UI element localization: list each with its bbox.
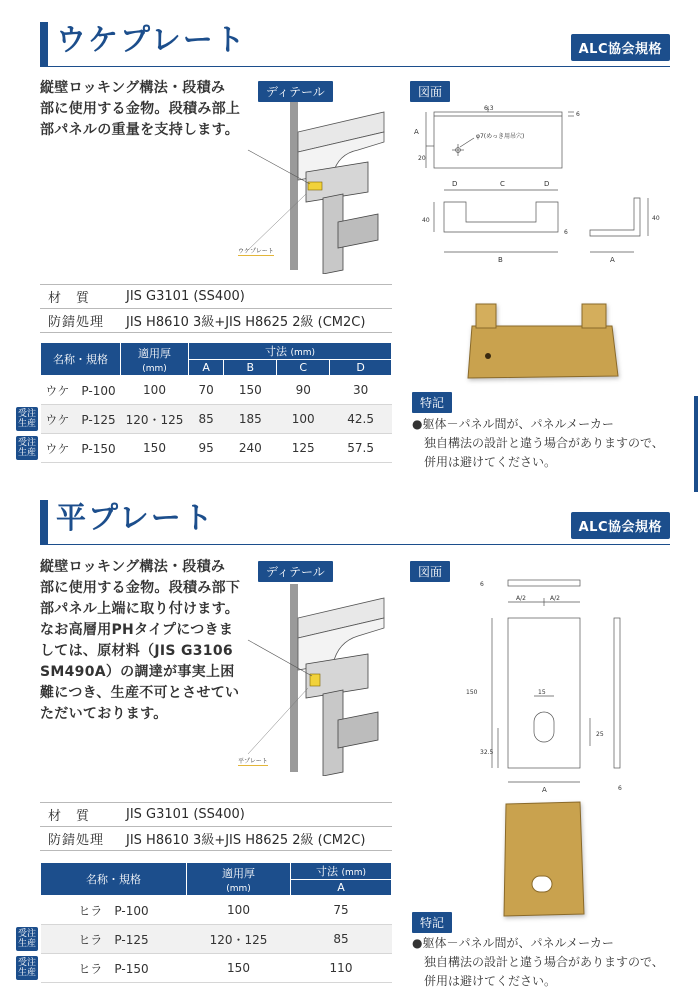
drawing-label: 図面 bbox=[410, 561, 450, 582]
spec-value: JIS G3101 (SS400) bbox=[126, 807, 245, 822]
dim-label: A/2 bbox=[516, 595, 526, 602]
made-to-order-badge: 受注生産 bbox=[17, 438, 36, 458]
spec-row bbox=[40, 285, 392, 309]
product-photo bbox=[462, 298, 622, 388]
th-dims bbox=[189, 343, 392, 360]
th-dim-col: B bbox=[224, 360, 277, 376]
cell-name: ヒラ P-100 bbox=[41, 896, 187, 925]
th-dims-label: 寸法 bbox=[315, 865, 338, 878]
spec-row bbox=[40, 803, 392, 827]
description-line: 部に使用する金物。段積み部上 bbox=[40, 101, 241, 117]
dim-label: 20 bbox=[418, 155, 426, 162]
th-dim-col: D bbox=[330, 360, 392, 376]
technical-drawing bbox=[408, 102, 670, 266]
feature-line: ●躯体－パネル間が、パネルメーカー bbox=[412, 417, 614, 431]
feature-label: 特記 bbox=[412, 392, 452, 413]
spec-value: JIS G3101 (SS400) bbox=[126, 289, 245, 304]
th-dims bbox=[291, 863, 392, 880]
th-dims-label: 寸法 bbox=[264, 345, 287, 358]
cell-thickness: 100 bbox=[121, 376, 189, 405]
detail-label: ディテール bbox=[258, 561, 333, 582]
th-thickness bbox=[187, 863, 291, 896]
dim-label: 6 bbox=[576, 111, 580, 118]
th-thickness-label: 適用厚 bbox=[222, 866, 255, 880]
spec-value: JIS H8610 3級+JIS H8625 2級 (CM2C) bbox=[126, 833, 366, 848]
detail-illustration bbox=[238, 584, 388, 776]
dim-label: 6 bbox=[480, 581, 484, 588]
cell-dim: 90 bbox=[277, 376, 330, 405]
th-name: 名称・規格 bbox=[41, 343, 121, 376]
dim-label: D bbox=[544, 180, 550, 188]
cell-dim: 75 bbox=[291, 896, 392, 925]
dim-label: 15 bbox=[538, 689, 546, 696]
detail-callout: ウケプレート bbox=[238, 248, 274, 255]
th-dims-unit: (mm) bbox=[290, 348, 316, 358]
dim-label: B bbox=[498, 256, 503, 264]
cell-dim: 57.5 bbox=[330, 434, 392, 463]
standard-badge: ALC協会規格 bbox=[571, 34, 670, 61]
th-thickness-unit: (mm) bbox=[226, 883, 251, 894]
cell-name: ヒラ P-125 bbox=[41, 925, 187, 954]
drawing-label: 図面 bbox=[410, 81, 450, 102]
th-dims-unit: (mm) bbox=[341, 868, 367, 878]
cell-name: ウケ P-100 bbox=[41, 376, 121, 405]
feature-line: 独自構法の設計と違う場合がありますので、 bbox=[424, 955, 664, 969]
detail-callout: 平プレート bbox=[238, 758, 268, 765]
feature-text bbox=[412, 934, 688, 991]
feature-line: 独自構法の設計と違う場合がありますので、 bbox=[424, 436, 664, 450]
dim-label: A bbox=[610, 256, 615, 264]
spec-list bbox=[40, 284, 392, 333]
spec-value: JIS H8610 3級+JIS H8625 2級 (CM2C) bbox=[126, 315, 366, 330]
dim-label: C bbox=[500, 180, 505, 188]
cell-name: ウケ P-125 bbox=[41, 405, 121, 434]
description-line: 難につき、生産不可とさせてい bbox=[40, 685, 240, 701]
made-to-order-badge: 受注生産 bbox=[17, 958, 36, 978]
cell-dim: 240 bbox=[224, 434, 277, 463]
section-title-bar bbox=[40, 22, 48, 66]
feature-label: 特記 bbox=[412, 912, 452, 933]
made-to-order-badge: 受注生産 bbox=[17, 929, 36, 949]
cell-thickness: 150 bbox=[121, 434, 189, 463]
dim-label: 150 bbox=[466, 689, 478, 696]
dim-label: φ7(めっき用吊穴) bbox=[476, 133, 525, 140]
description-line: しては、原材料（JIS G3106 bbox=[40, 643, 233, 659]
index-tab bbox=[694, 396, 698, 492]
th-name: 名称・規格 bbox=[41, 863, 187, 896]
cell-thickness: 120・125 bbox=[121, 405, 189, 434]
table-row bbox=[41, 434, 392, 463]
dim-label: 32.5 bbox=[480, 749, 494, 756]
cell-dim: 185 bbox=[224, 405, 277, 434]
dim-label: 6 bbox=[618, 785, 622, 792]
cell-dim: 85 bbox=[291, 925, 392, 954]
th-dim-col: A bbox=[291, 880, 392, 896]
spec-row bbox=[40, 827, 392, 851]
dim-label: 40 bbox=[422, 217, 430, 224]
cell-thickness: 120・125 bbox=[187, 925, 291, 954]
dim-label: 25 bbox=[596, 731, 604, 738]
cell-dim: 42.5 bbox=[330, 405, 392, 434]
th-thickness-unit: (mm) bbox=[142, 363, 167, 374]
dim-label: 40 bbox=[652, 215, 660, 222]
spec-key: 防錆処理 bbox=[48, 315, 105, 330]
description-line: ただいております。 bbox=[40, 706, 168, 722]
cell-name: ヒラ P-150 bbox=[41, 954, 187, 983]
dimension-table bbox=[40, 342, 392, 463]
table-row bbox=[41, 405, 392, 434]
technical-drawing bbox=[462, 578, 638, 794]
section-title-bar bbox=[40, 500, 48, 544]
cell-dim: 95 bbox=[189, 434, 224, 463]
cell-name: ウケ P-150 bbox=[41, 434, 121, 463]
th-thickness-label: 適用厚 bbox=[138, 346, 171, 360]
title-underline bbox=[40, 544, 670, 545]
table-row bbox=[41, 376, 392, 405]
panel-edge-left bbox=[290, 102, 298, 270]
cell-dim: 125 bbox=[277, 434, 330, 463]
plate-highlight bbox=[308, 182, 322, 190]
spec-key: 材 質 bbox=[48, 809, 91, 824]
dim-label: 6 bbox=[564, 229, 568, 236]
description bbox=[40, 557, 246, 725]
table-row bbox=[41, 954, 392, 983]
dimension-table bbox=[40, 862, 392, 983]
description-line: 部パネル上端に取り付けます。 bbox=[40, 601, 240, 617]
th-dim-col: A bbox=[189, 360, 224, 376]
made-to-order-badge: 受注生産 bbox=[17, 409, 36, 429]
th-thickness bbox=[121, 343, 189, 376]
cell-dim: 100 bbox=[277, 405, 330, 434]
description-line: 縦壁ロッキング構法・段積み bbox=[40, 559, 226, 575]
spec-row bbox=[40, 309, 392, 333]
dim-label: A bbox=[414, 128, 419, 136]
feature-line: 併用は避けてください。 bbox=[424, 974, 557, 988]
dim-label: D bbox=[452, 180, 458, 188]
table-row bbox=[41, 896, 392, 925]
spec-key: 材 質 bbox=[48, 291, 91, 306]
dim-label: A bbox=[542, 786, 547, 794]
table-row bbox=[41, 925, 392, 954]
th-dim-col: C bbox=[277, 360, 330, 376]
title-underline bbox=[40, 66, 670, 67]
description-line: 部に使用する金物。段積み部下 bbox=[40, 580, 241, 596]
cell-dim: 30 bbox=[330, 376, 392, 405]
dim-label: 6.3 bbox=[484, 105, 494, 112]
description-line: 部パネルの重量を支持します。 bbox=[40, 122, 240, 138]
description-line: 縦壁ロッキング構法・段積み bbox=[40, 80, 226, 96]
feature-line: 併用は避けてください。 bbox=[424, 455, 557, 469]
feature-line: ●躯体－パネル間が、パネルメーカー bbox=[412, 936, 614, 950]
feature-text bbox=[412, 415, 688, 472]
section-title: 平プレート bbox=[56, 501, 215, 536]
cell-dim: 150 bbox=[224, 376, 277, 405]
description-line: なお高層用PHタイプにつきま bbox=[40, 622, 234, 638]
dim-label: A/2 bbox=[550, 595, 560, 602]
cell-thickness: 100 bbox=[187, 896, 291, 925]
description-line: SM490A）の調達が事実上困 bbox=[40, 664, 235, 680]
cell-dim: 85 bbox=[189, 405, 224, 434]
detail-label: ディテール bbox=[258, 81, 333, 102]
cell-dim: 110 bbox=[291, 954, 392, 983]
spec-key: 防錆処理 bbox=[48, 833, 105, 848]
product-photo bbox=[500, 800, 588, 920]
section-title: ウケプレート bbox=[56, 23, 247, 58]
standard-badge: ALC協会規格 bbox=[571, 512, 670, 539]
description bbox=[40, 78, 246, 141]
spec-list bbox=[40, 802, 392, 851]
cell-thickness: 150 bbox=[187, 954, 291, 983]
cell-dim: 70 bbox=[189, 376, 224, 405]
